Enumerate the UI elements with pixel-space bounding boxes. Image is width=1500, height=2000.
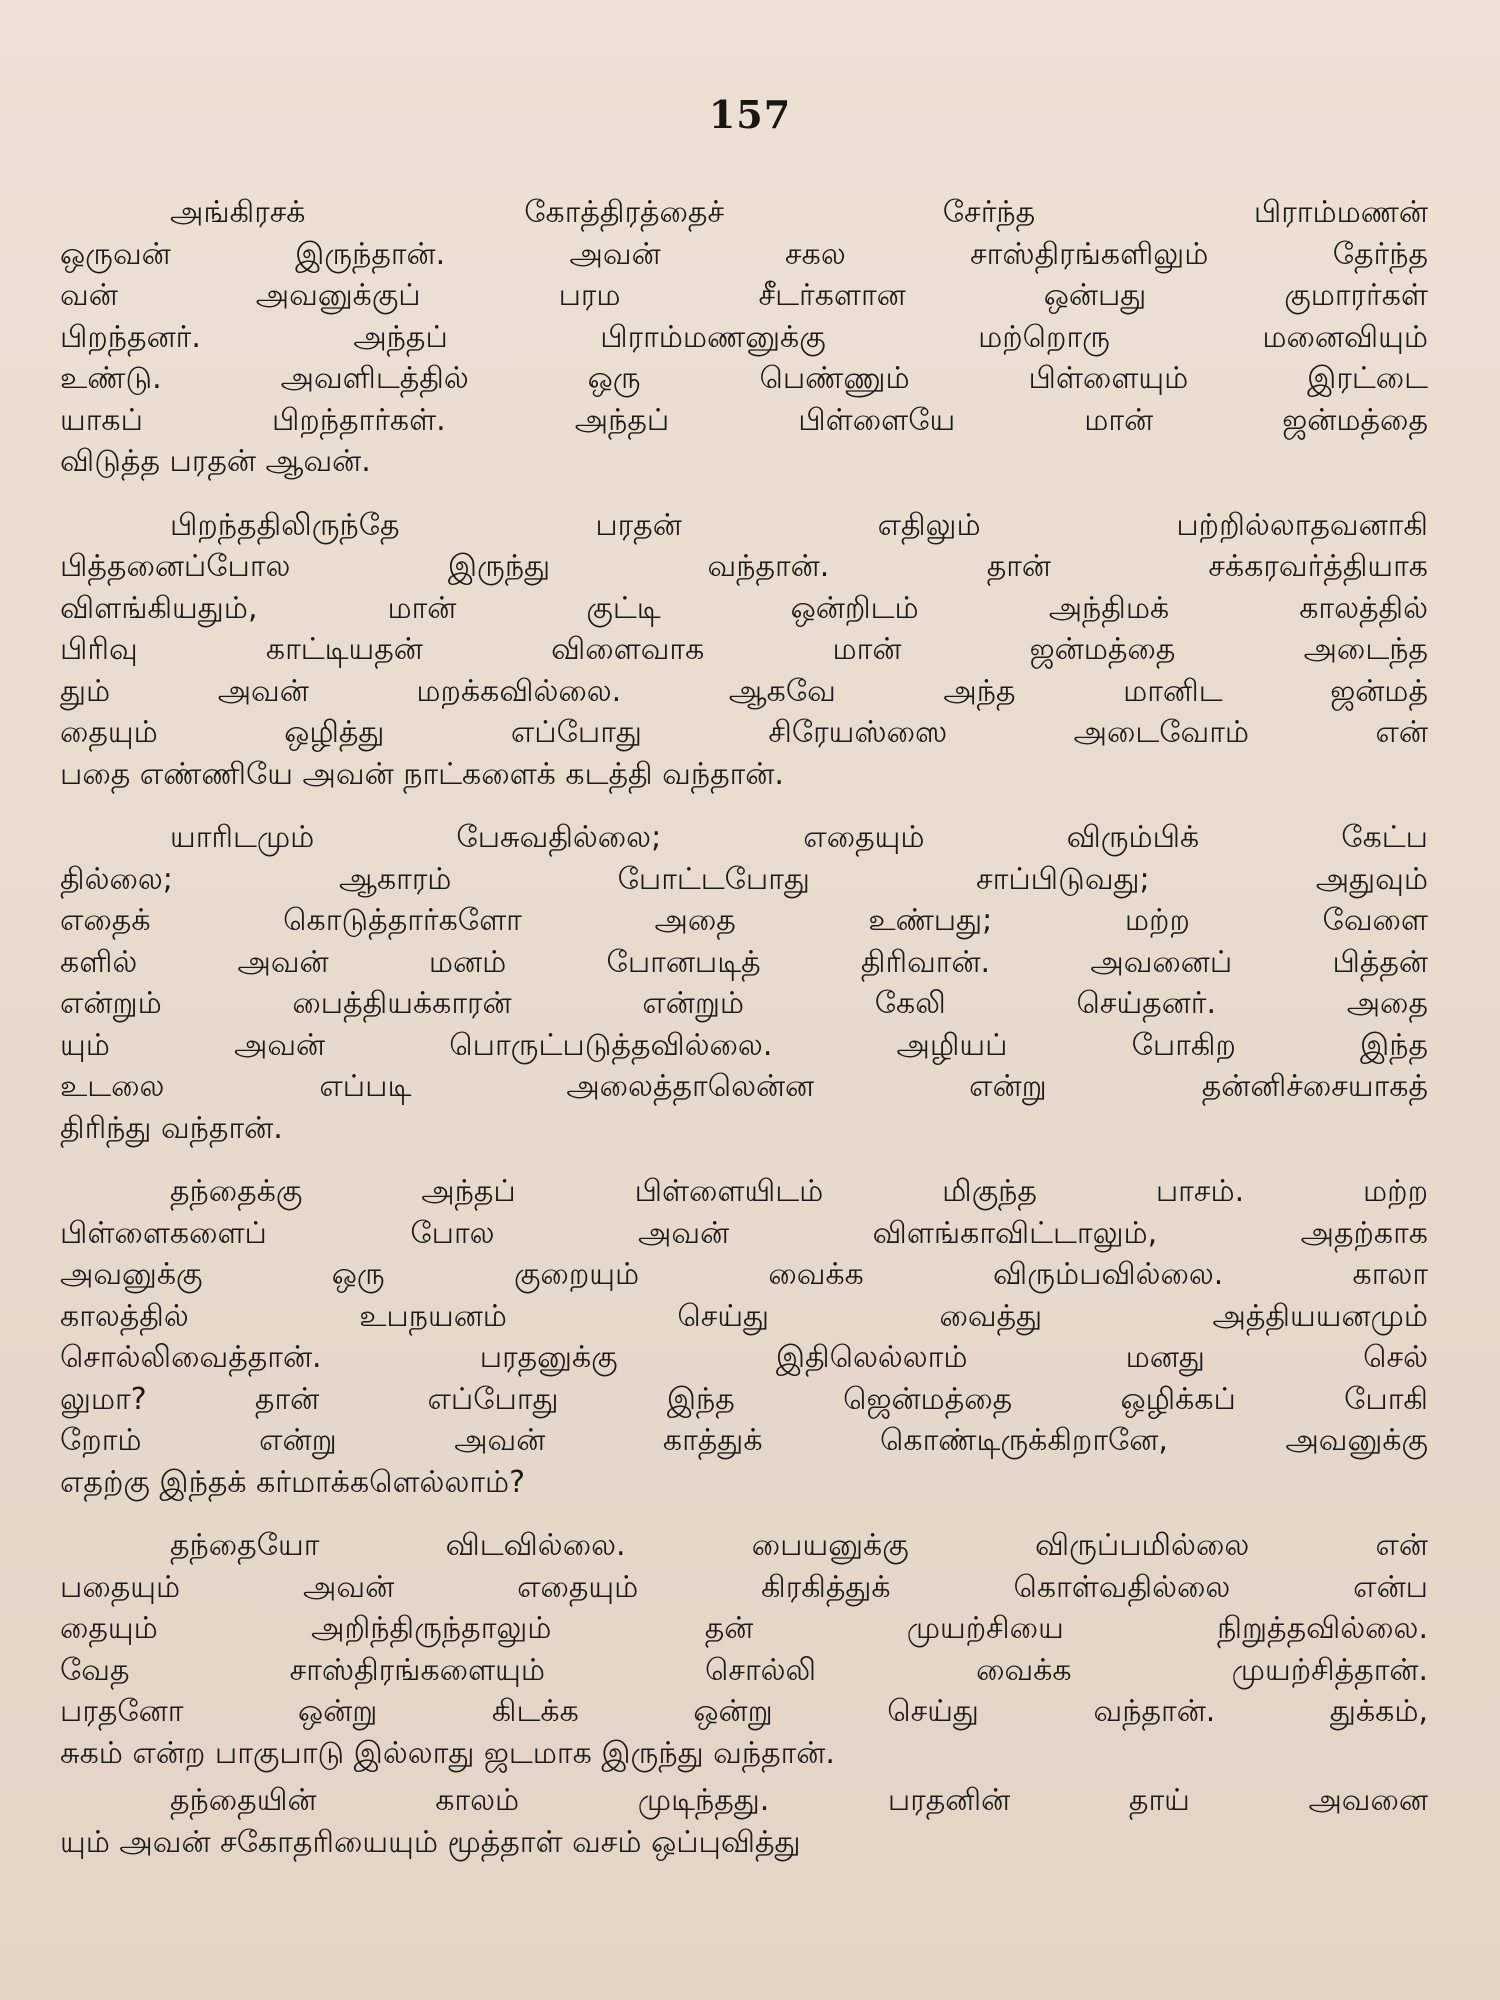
paragraph: [60, 1171, 1428, 1503]
text-line: அங்கிரசக் கோத்திரத்தைச் சேர்ந்த பிராம்மணன்: [170, 195, 1428, 230]
text-line: தையும் ஒழித்து எப்போது சிரேயஸ்ஸை அடைவோம் என்: [60, 715, 1428, 750]
text-line: தந்தைக்கு அந்தப் பிள்ளையிடம் மிகுந்த பாசம். மற்ற: [170, 1174, 1428, 1209]
text-line: தந்தையோ விடவில்லை. பையனுக்கு விருப்பமில்லை என்: [170, 1528, 1428, 1563]
text-line: திரிந்து வந்தான்.: [60, 1110, 283, 1146]
text-line: வன் அவனுக்குப் பரம சீடர்களான ஒன்பது குமாரர்கள்: [60, 278, 1428, 313]
paragraph: [60, 1780, 1428, 1863]
text-line: பதை எண்ணியே அவன் நாட்களைக் கடத்தி வந்தான்.: [60, 756, 784, 792]
text-line: பதையும் அவன் எதையும் கிரகித்துக் கொள்வதில்லை என்ப: [60, 1569, 1428, 1605]
text-line: தில்லை; ஆகாரம் போட்டபோது சாப்பிடுவது; அதுவும்: [60, 861, 1428, 897]
text-line: ஒருவன் இருந்தான். அவன் சகல சாஸ்திரங்களிலும் தேர்ந்த: [60, 236, 1428, 272]
text-line: தையும் அறிந்திருந்தாலும் தன் முயற்சியை நிறுத்தவில்லை.: [60, 1611, 1428, 1646]
text-line: பித்தனைப்போல இருந்து வந்தான். தான் சக்கரவர்த்தியாக: [60, 549, 1428, 584]
text-line: அவனுக்கு ஒரு குறையும் வைக்க விரும்பவில்லை. காலா: [60, 1257, 1428, 1292]
text-line: யும் அவன் சகோதரியையும் மூத்தாள் வசம் ஒப்புவித்து: [60, 1824, 801, 1860]
text-line: றோம் என்று அவன் காத்துக் கொண்டிருக்கிறானே, அவனுக்கு: [60, 1423, 1428, 1458]
text-line: காலத்தில் உபநயனம் செய்து வைத்து அத்தியயனமும்: [60, 1298, 1428, 1334]
text-line: களில் அவன் மனம் போனபடித் திரிவான். அவனைப் பித்தன்: [60, 944, 1428, 980]
text-line: பிறந்ததிலிருந்தே பரதன் எதிலும் பற்றில்லாதவனாகி: [170, 507, 1428, 543]
text-line: யும் அவன் பொருட்படுத்தவில்லை. அழியப் போகிற இந்த: [60, 1027, 1428, 1063]
text-line: உடலை எப்படி அலைத்தாலென்ன என்று தன்னிச்சையாகத்: [60, 1069, 1428, 1104]
text-line: உண்டு. அவளிடத்தில் ஒரு பெண்ணும் பிள்ளையும் இரட்டை: [60, 361, 1428, 396]
text-line: பிள்ளைகளைப் போல அவன் விளங்காவிட்டாலும், அதற்காக: [60, 1215, 1428, 1251]
text-line: லுமா? தான் எப்போது இந்த ஜென்மத்தை ஒழிக்கப் போகி: [60, 1381, 1428, 1417]
text-line: பிறந்தனர். அந்தப் பிராம்மணனுக்கு மற்றொரு மனைவியும்: [60, 319, 1428, 355]
text-line: எதற்கு இந்தக் கர்மாக்களெல்லாம்?: [60, 1464, 526, 1500]
text-line: தும் அவன் மறக்கவில்லை. ஆகவே அந்த மானிட ஜன்மத்: [60, 673, 1428, 709]
paragraph: [60, 1525, 1428, 1774]
text-line: விடுத்த பரதன் ஆவன்.: [60, 444, 371, 479]
text-line: வேத சாஸ்திரங்களையும் சொல்லி வைக்க முயற்சித்தான்.: [60, 1652, 1428, 1688]
paragraph: [60, 505, 1428, 796]
text-line: தந்தையின் காலம் முடிந்தது. பரதனின் தாய் அவனை: [170, 1783, 1428, 1818]
text-line: சுகம் என்ற பாகுபாடு இல்லாது ஜடமாக இருந்து வந்தான்.: [60, 1735, 835, 1771]
text-line: யாகப் பிறந்தார்கள். அந்தப் பிள்ளையே மான் ஜன்மத்தை: [60, 402, 1428, 438]
text-line: விளங்கியதும், மான் குட்டி ஒன்றிடம் அந்திமக் காலத்தில்: [60, 590, 1428, 626]
text-line: சொல்லிவைத்தான். பரதனுக்கு இதிலெல்லாம் மனது செல்: [60, 1340, 1428, 1375]
text-line: என்றும் பைத்தியக்காரன் என்றும் கேலி செய்தனர். அதை: [60, 986, 1428, 1021]
page-number: 157: [708, 92, 792, 137]
text-line: பிரிவு காட்டியதன் விளைவாக மான் ஜன்மத்தை அடைந்த: [60, 632, 1428, 667]
paragraph: [60, 817, 1428, 1149]
text-line: எதைக் கொடுத்தார்களோ அதை உண்பது; மற்ற வேளை: [60, 903, 1428, 938]
body-text: [60, 192, 1428, 1885]
text-line: யாரிடமும் பேசுவதில்லை; எதையும் விரும்பிக் கேட்ப: [170, 820, 1428, 855]
paragraph: [60, 192, 1428, 483]
text-line: பரதனோ ஒன்று கிடக்க ஒன்று செய்து வந்தான். துக்கம்,: [60, 1694, 1428, 1729]
